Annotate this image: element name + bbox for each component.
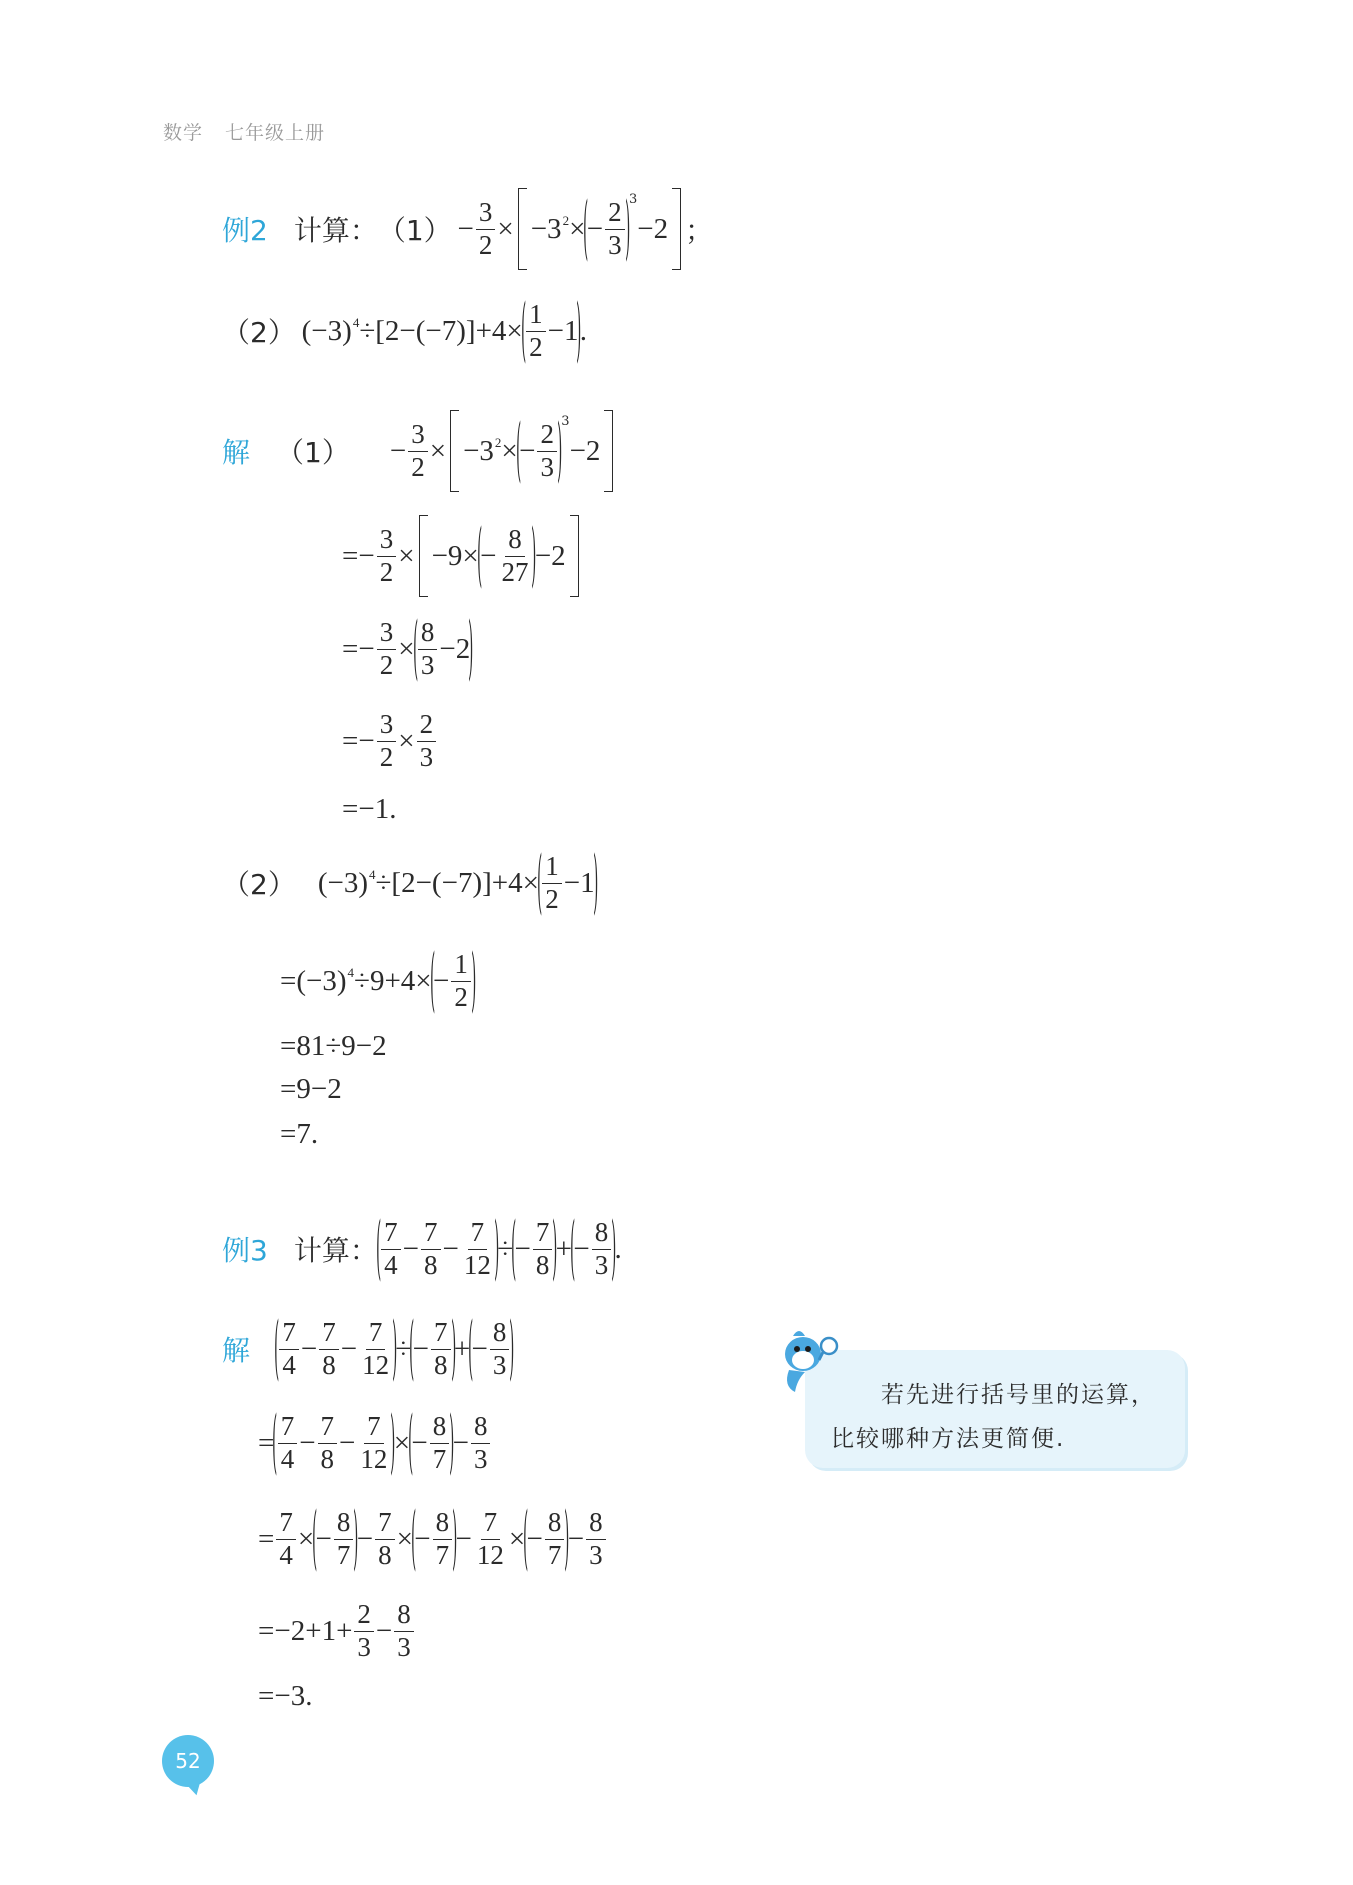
solution-label: 解	[222, 436, 251, 469]
solution-part-1-marker: （1）	[276, 436, 350, 469]
solution-2-1-line-3: =− $\frac{3}{2}$ × ( $\frac{8}{3}$ −2 )	[342, 606, 474, 688]
tip-line-2: 比较哪种方法更简便.	[831, 1426, 1066, 1452]
solution-3-line-3: = $\frac{7}{4}$ × ( − $\frac{8}{7}$ ) − $\frac{7}{8}$ × ( − $\frac{8}{7}$ ) − $\frac{7}{12}$ × ( − $\frac{8}{7}$ ) − $\frac{8}{3}$	[258, 1508, 608, 1570]
tip-line-1: 若先进行括号里的运算，	[881, 1382, 1156, 1408]
solution-2-2-line-2: $=(-3)^4\div 9+4\times$ ( − $\frac{1}{2}$ )	[280, 938, 477, 1020]
part-1-marker: （1）	[377, 214, 452, 247]
solution-2-2-line-3: =81÷9−2	[280, 1030, 387, 1062]
compute-prompt-3: 计算：	[293, 1234, 378, 1268]
part-2-marker: （2）	[222, 316, 296, 350]
solution-2-2-line-1: （2） $(-3)^4\div[2-(-7)]+4\times$ ( $\frac{1}{2}$ −1 )	[222, 840, 598, 922]
solution-part-2-marker: （2）	[222, 868, 296, 902]
solution-3-line-1: 解 ( $\frac{7}{4}$ − $\frac{7}{8}$ − $\frac{7}{12}$ ) ÷ ( − $\frac{7}{8}$ ) + ( − $\frac{8}{3}$ )	[222, 1306, 515, 1388]
header-subject: 数学	[163, 122, 204, 144]
compute-prompt: 计算：	[293, 214, 378, 247]
example-2-label: 例2	[222, 214, 268, 247]
period: .	[579, 314, 588, 347]
solution-label-3: 解	[222, 1334, 251, 1368]
solution-3-line-2: = ( $\frac{7}{4}$ − $\frac{7}{8}$ − $\frac{7}{12}$ ) × ( − $\frac{8}{7}$ ) − $\frac{8}{3}$	[258, 1412, 492, 1474]
example-2-question-2: （2） $(-3)^4\div[2-(-7)]+4\times$ ( $\frac{1}{2}$ −1 ) .	[222, 288, 588, 370]
solution-2-2-line-4: =9−2	[280, 1073, 342, 1105]
solution-3-line-5: =−3.	[258, 1680, 313, 1712]
solution-2-1-line-5: =−1.	[342, 793, 397, 825]
solution-2-1-line-1: 解 （1） − $\frac{3}{2}$ × $-3^2\times$ ( − $\frac{2}{3}$ ) 3 −2	[222, 410, 617, 492]
dolphin-mascot-icon	[775, 1322, 845, 1397]
page-number-badge: 52	[162, 1735, 214, 1787]
example-3-label: 例3	[222, 1234, 268, 1268]
solution-2-2-line-5: =7.	[280, 1118, 319, 1150]
semicolon: ；	[685, 214, 714, 247]
solution-3-line-4: =−2+1+ $\frac{2}{3}$ − $\frac{8}{3}$	[258, 1600, 416, 1662]
header-grade: 七年级上册	[225, 122, 326, 144]
example-3-question: 例3 计算： ( $\frac{7}{4}$ − $\frac{7}{8}$ − $\frac{7}{12}$ ) ÷ ( − $\frac{7}{8}$ ) + ( − $\frac{8}{3}$ ) .	[222, 1206, 622, 1288]
tip-bubble	[805, 1350, 1185, 1468]
solution-2-1-line-4: =− $\frac{3}{2}$ × $\frac{2}{3}$	[342, 710, 438, 772]
example-2-question-1: 例2 计算： （1） − $\frac{3}{2}$ × $-3^2\times$ ( − $\frac{2}{3}$ ) 3 −2 ；	[222, 188, 713, 270]
running-header	[163, 118, 325, 145]
solution-2-1-line-2: =− $\frac{3}{2}$ × −9× ( − $\frac{8}{27}$ ) −2	[342, 515, 583, 597]
